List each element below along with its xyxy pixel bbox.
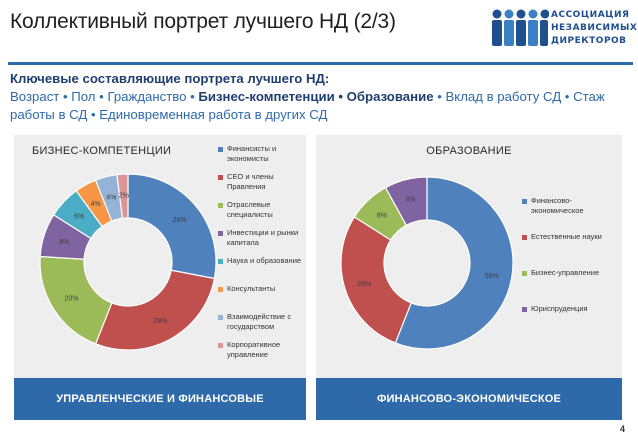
education-donut-chart (339, 175, 515, 351)
title-divider (8, 62, 633, 65)
slice-percent-label: 8% (405, 196, 416, 204)
legend-label: Естественные науки (531, 232, 602, 241)
competencies-legend (218, 144, 310, 369)
legend-swatch (218, 287, 223, 292)
intro-text (10, 70, 610, 124)
slice-percent-label: 28% (153, 318, 168, 326)
education-legend (522, 196, 620, 326)
page-number: 4 (620, 424, 626, 434)
legend-swatch (522, 307, 527, 312)
logo-text (551, 9, 637, 48)
competencies-chart-title: БИЗНЕС-КОМПЕТЕНЦИИ (32, 145, 172, 157)
legend-item (218, 340, 310, 360)
donut-slice (96, 270, 215, 350)
legend-swatch (218, 147, 223, 152)
slice-percent-label: 28% (172, 216, 187, 224)
slice-percent-label: 56% (484, 272, 499, 280)
legend-swatch (218, 343, 223, 348)
logo-line-1: АССОЦИАЦИЯ (551, 10, 630, 20)
legend-item (218, 256, 310, 266)
legend-item (522, 196, 620, 216)
legend-label: Взаимодействие с государством (227, 312, 292, 331)
legend-item (218, 144, 310, 164)
legend-label: Финансово-экономическое (531, 196, 584, 215)
legend-item (522, 304, 620, 314)
slice-percent-label: 20% (64, 295, 79, 303)
education-summary-band: ФИНАНСОВО-ЭКОНОМИЧЕСКОЕ (316, 378, 622, 420)
legend-swatch (522, 271, 527, 276)
donut-slice (341, 217, 411, 343)
slice-percent-label: 8% (376, 212, 387, 220)
donut-slice (128, 174, 216, 278)
people-icon (492, 10, 550, 47)
legend-swatch (218, 231, 223, 236)
intro-lead: Ключевые составляющие портрета лучшего НД: (10, 71, 330, 86)
legend-label: Наука и образование (227, 256, 302, 265)
legend-item (218, 284, 310, 294)
legend-label: Корпоративное управление (227, 340, 281, 359)
legend-item (522, 232, 620, 242)
legend-item (218, 200, 310, 220)
slice-percent-label: 6% (74, 213, 85, 221)
logo-line-3: ДИРЕКТОРОВ (551, 36, 627, 46)
logo-line-2: НЕЗАВИСИМЫХ (551, 23, 638, 33)
intro-bold: Бизнес-компетенции • Образование (198, 89, 434, 104)
legend-item (218, 228, 310, 248)
legend-swatch (218, 175, 223, 180)
legend-swatch (218, 259, 223, 264)
intro-part1: Возраст • Пол • Гражданство • (10, 89, 199, 104)
slice-percent-label: 28% (357, 280, 372, 288)
legend-label: Финансисты и экономисты (227, 144, 277, 163)
legend-label: Юриспруденция (531, 304, 588, 313)
legend-swatch (522, 235, 527, 240)
slice-percent-label: 8% (59, 238, 70, 246)
intro-part2: • Вклад в работу СД • Стаж работы в СД • Единовременная работа в других СД (10, 89, 605, 122)
slice-percent-label: 2% (118, 192, 129, 200)
legend-label: Отраслевые специалисты (227, 200, 273, 219)
legend-swatch (218, 203, 223, 208)
legend-swatch (218, 315, 223, 320)
legend-label: CEO и члены Правления (227, 172, 274, 191)
legend-label: Консультанты (227, 284, 276, 293)
slice-percent-label: 4% (106, 194, 117, 202)
legend-item (218, 172, 310, 192)
education-chart-title: ОБРАЗОВАНИЕ (426, 145, 512, 157)
legend-label: Инвестиции и рынки капитала (227, 228, 299, 247)
legend-item (522, 268, 620, 278)
legend-swatch (522, 199, 527, 204)
competencies-donut-chart (38, 172, 218, 352)
slide-title: Коллективный портрет лучшего НД (2/3) (10, 10, 396, 33)
competencies-summary-band: УПРАВЛЕНЧЕСКИЕ И ФИНАНСОВЫЕ (14, 378, 306, 420)
legend-item (218, 312, 310, 332)
slice-percent-label: 4% (90, 200, 101, 208)
legend-label: Бизнес-управление (531, 268, 600, 277)
